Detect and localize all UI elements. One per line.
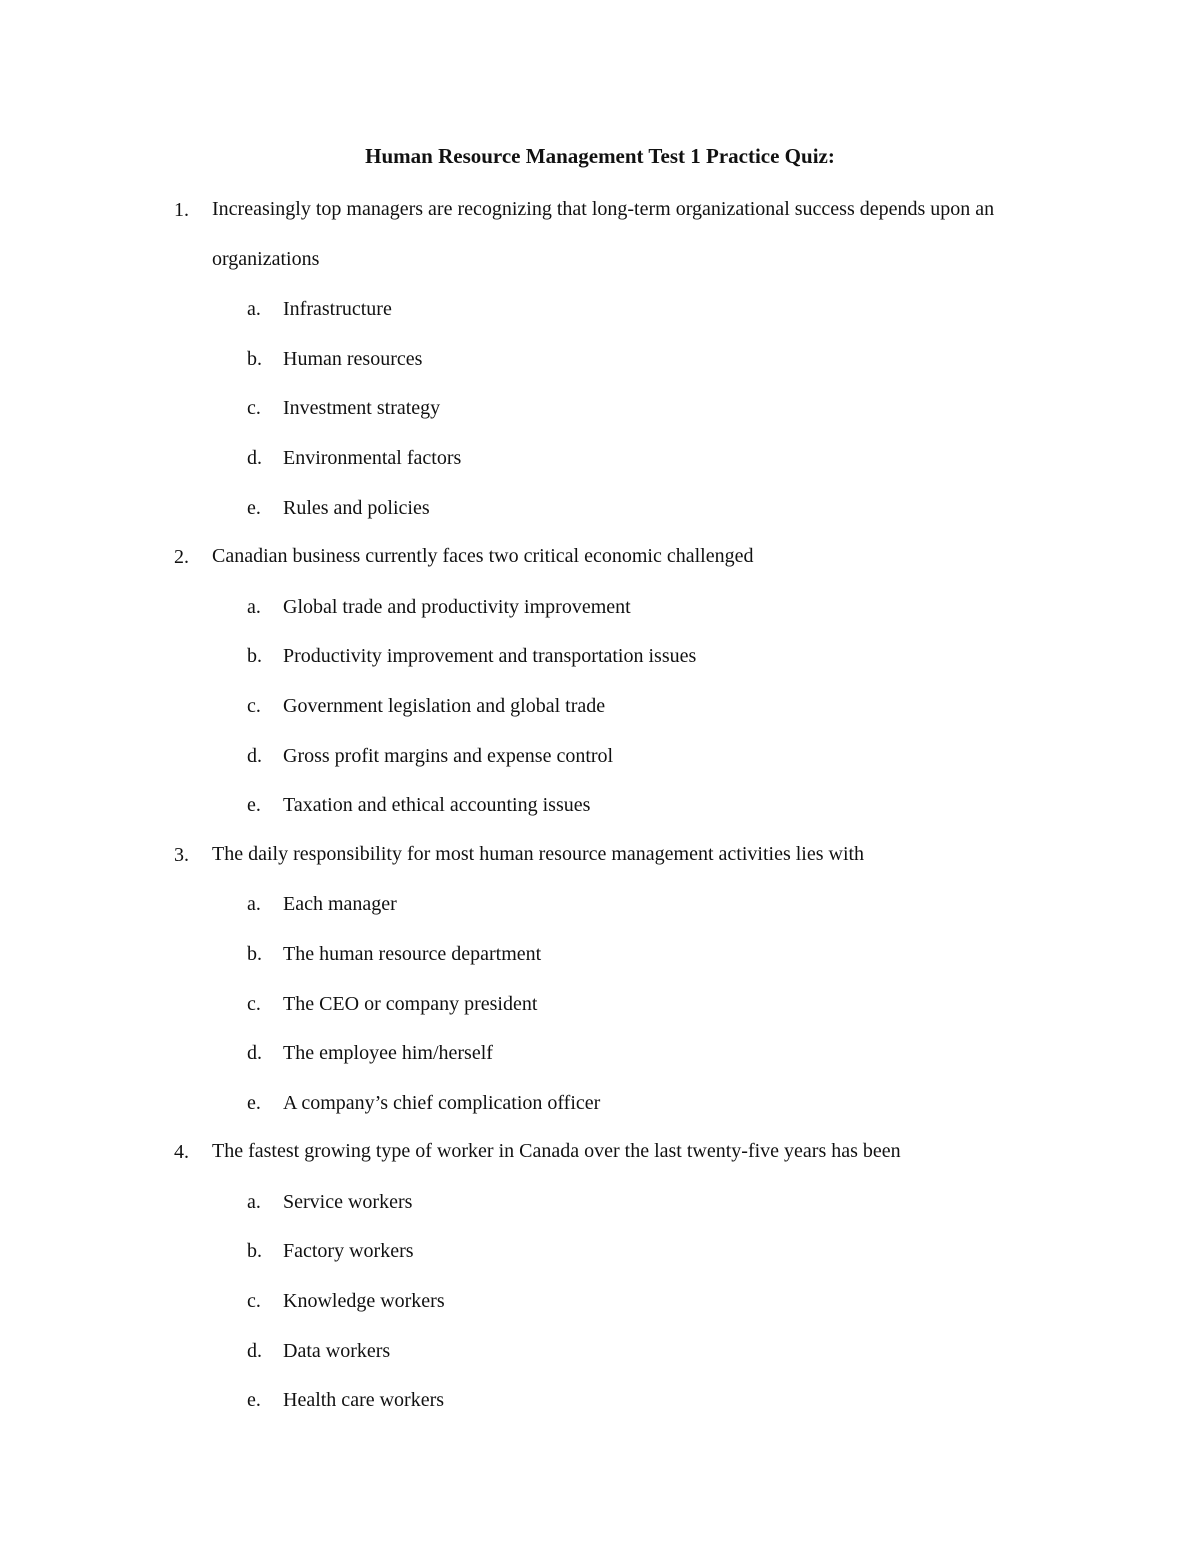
option-letter: e. <box>247 1389 261 1412</box>
option-e <box>0 1384 1200 1434</box>
option-text: Data workers <box>283 1339 391 1362</box>
option-text: Government legislation and global trade <box>283 694 606 717</box>
option-d <box>0 1335 1200 1385</box>
question-stem <box>0 839 1200 889</box>
option-letter: a. <box>247 1190 261 1213</box>
option-text: Infrastructure <box>283 298 392 321</box>
option-letter: d. <box>247 744 262 767</box>
option-letter: e. <box>247 794 261 817</box>
question-number: 1. <box>174 199 189 221</box>
option-text: Knowledge workers <box>283 1290 445 1313</box>
option-text: The CEO or company president <box>283 992 538 1015</box>
question-text: Increasingly top managers are recognizing that long-term organizational success depends upon an organizations <box>212 198 995 270</box>
option-text: Global trade and productivity improvement <box>283 595 631 618</box>
option-text: Productivity improvement and transportation issues <box>283 645 697 668</box>
option-a <box>0 888 1200 938</box>
option-c <box>0 690 1200 740</box>
question-number: 3. <box>174 843 189 866</box>
option-text: The human resource department <box>283 942 542 965</box>
option-letter: e. <box>247 1091 261 1114</box>
option-b <box>0 343 1200 393</box>
option-letter: c. <box>247 694 261 717</box>
option-d <box>0 740 1200 790</box>
option-letter: b. <box>247 942 262 965</box>
question-stem <box>0 541 1200 591</box>
option-b <box>0 938 1200 988</box>
question-number: 4. <box>174 1141 189 1164</box>
option-letter: a. <box>247 893 261 916</box>
option-letter: e. <box>247 496 261 519</box>
option-d <box>0 1037 1200 1087</box>
question-text: Canadian business currently faces two critical economic challenged <box>212 545 754 568</box>
option-b <box>0 640 1200 690</box>
question-list <box>0 194 1200 1434</box>
option-text: The employee him/herself <box>283 1042 493 1065</box>
option-text: Taxation and ethical accounting issues <box>283 794 591 817</box>
option-a <box>0 591 1200 641</box>
option-b <box>0 1235 1200 1285</box>
option-letter: c. <box>247 397 261 420</box>
option-text: Factory workers <box>283 1240 414 1263</box>
option-text: Environmental factors <box>283 446 462 469</box>
question-text: The fastest growing type of worker in Canada over the last twenty-five years has been <box>212 1140 901 1163</box>
option-d <box>0 442 1200 492</box>
option-text: Human resources <box>283 347 423 370</box>
option-text: Investment strategy <box>283 397 441 420</box>
question-3 <box>0 839 1200 1137</box>
option-a <box>0 1186 1200 1236</box>
option-letter: d. <box>247 1339 262 1362</box>
option-a <box>0 293 1200 343</box>
option-letter: c. <box>247 992 261 1015</box>
option-c <box>0 1285 1200 1335</box>
question-text: The daily responsibility for most human resource management activities lies with <box>212 842 865 865</box>
option-letter: a. <box>247 298 261 321</box>
option-letter: d. <box>247 446 262 469</box>
page-title: Human Resource Management Test 1 Practice Quiz: <box>365 144 835 168</box>
question-1 <box>0 194 1200 541</box>
option-letter: a. <box>247 595 261 618</box>
option-text: Each manager <box>283 893 397 916</box>
option-text: Service workers <box>283 1190 413 1213</box>
question-number: 2. <box>174 546 189 569</box>
question-2 <box>0 541 1200 839</box>
option-letter: c. <box>247 1290 261 1313</box>
option-letter: b. <box>247 347 262 370</box>
question-stem <box>0 1136 1200 1186</box>
option-letter: b. <box>247 645 262 668</box>
question-stem <box>0 194 1200 293</box>
question-4 <box>0 1136 1200 1434</box>
option-text: Health care workers <box>283 1389 445 1412</box>
option-letter: b. <box>247 1240 262 1263</box>
option-text: A company’s chief complication officer <box>283 1091 601 1114</box>
option-text: Rules and policies <box>283 496 430 519</box>
option-c <box>0 392 1200 442</box>
option-letter: d. <box>247 1042 262 1065</box>
option-c <box>0 988 1200 1038</box>
option-text: Gross profit margins and expense control <box>283 744 614 767</box>
